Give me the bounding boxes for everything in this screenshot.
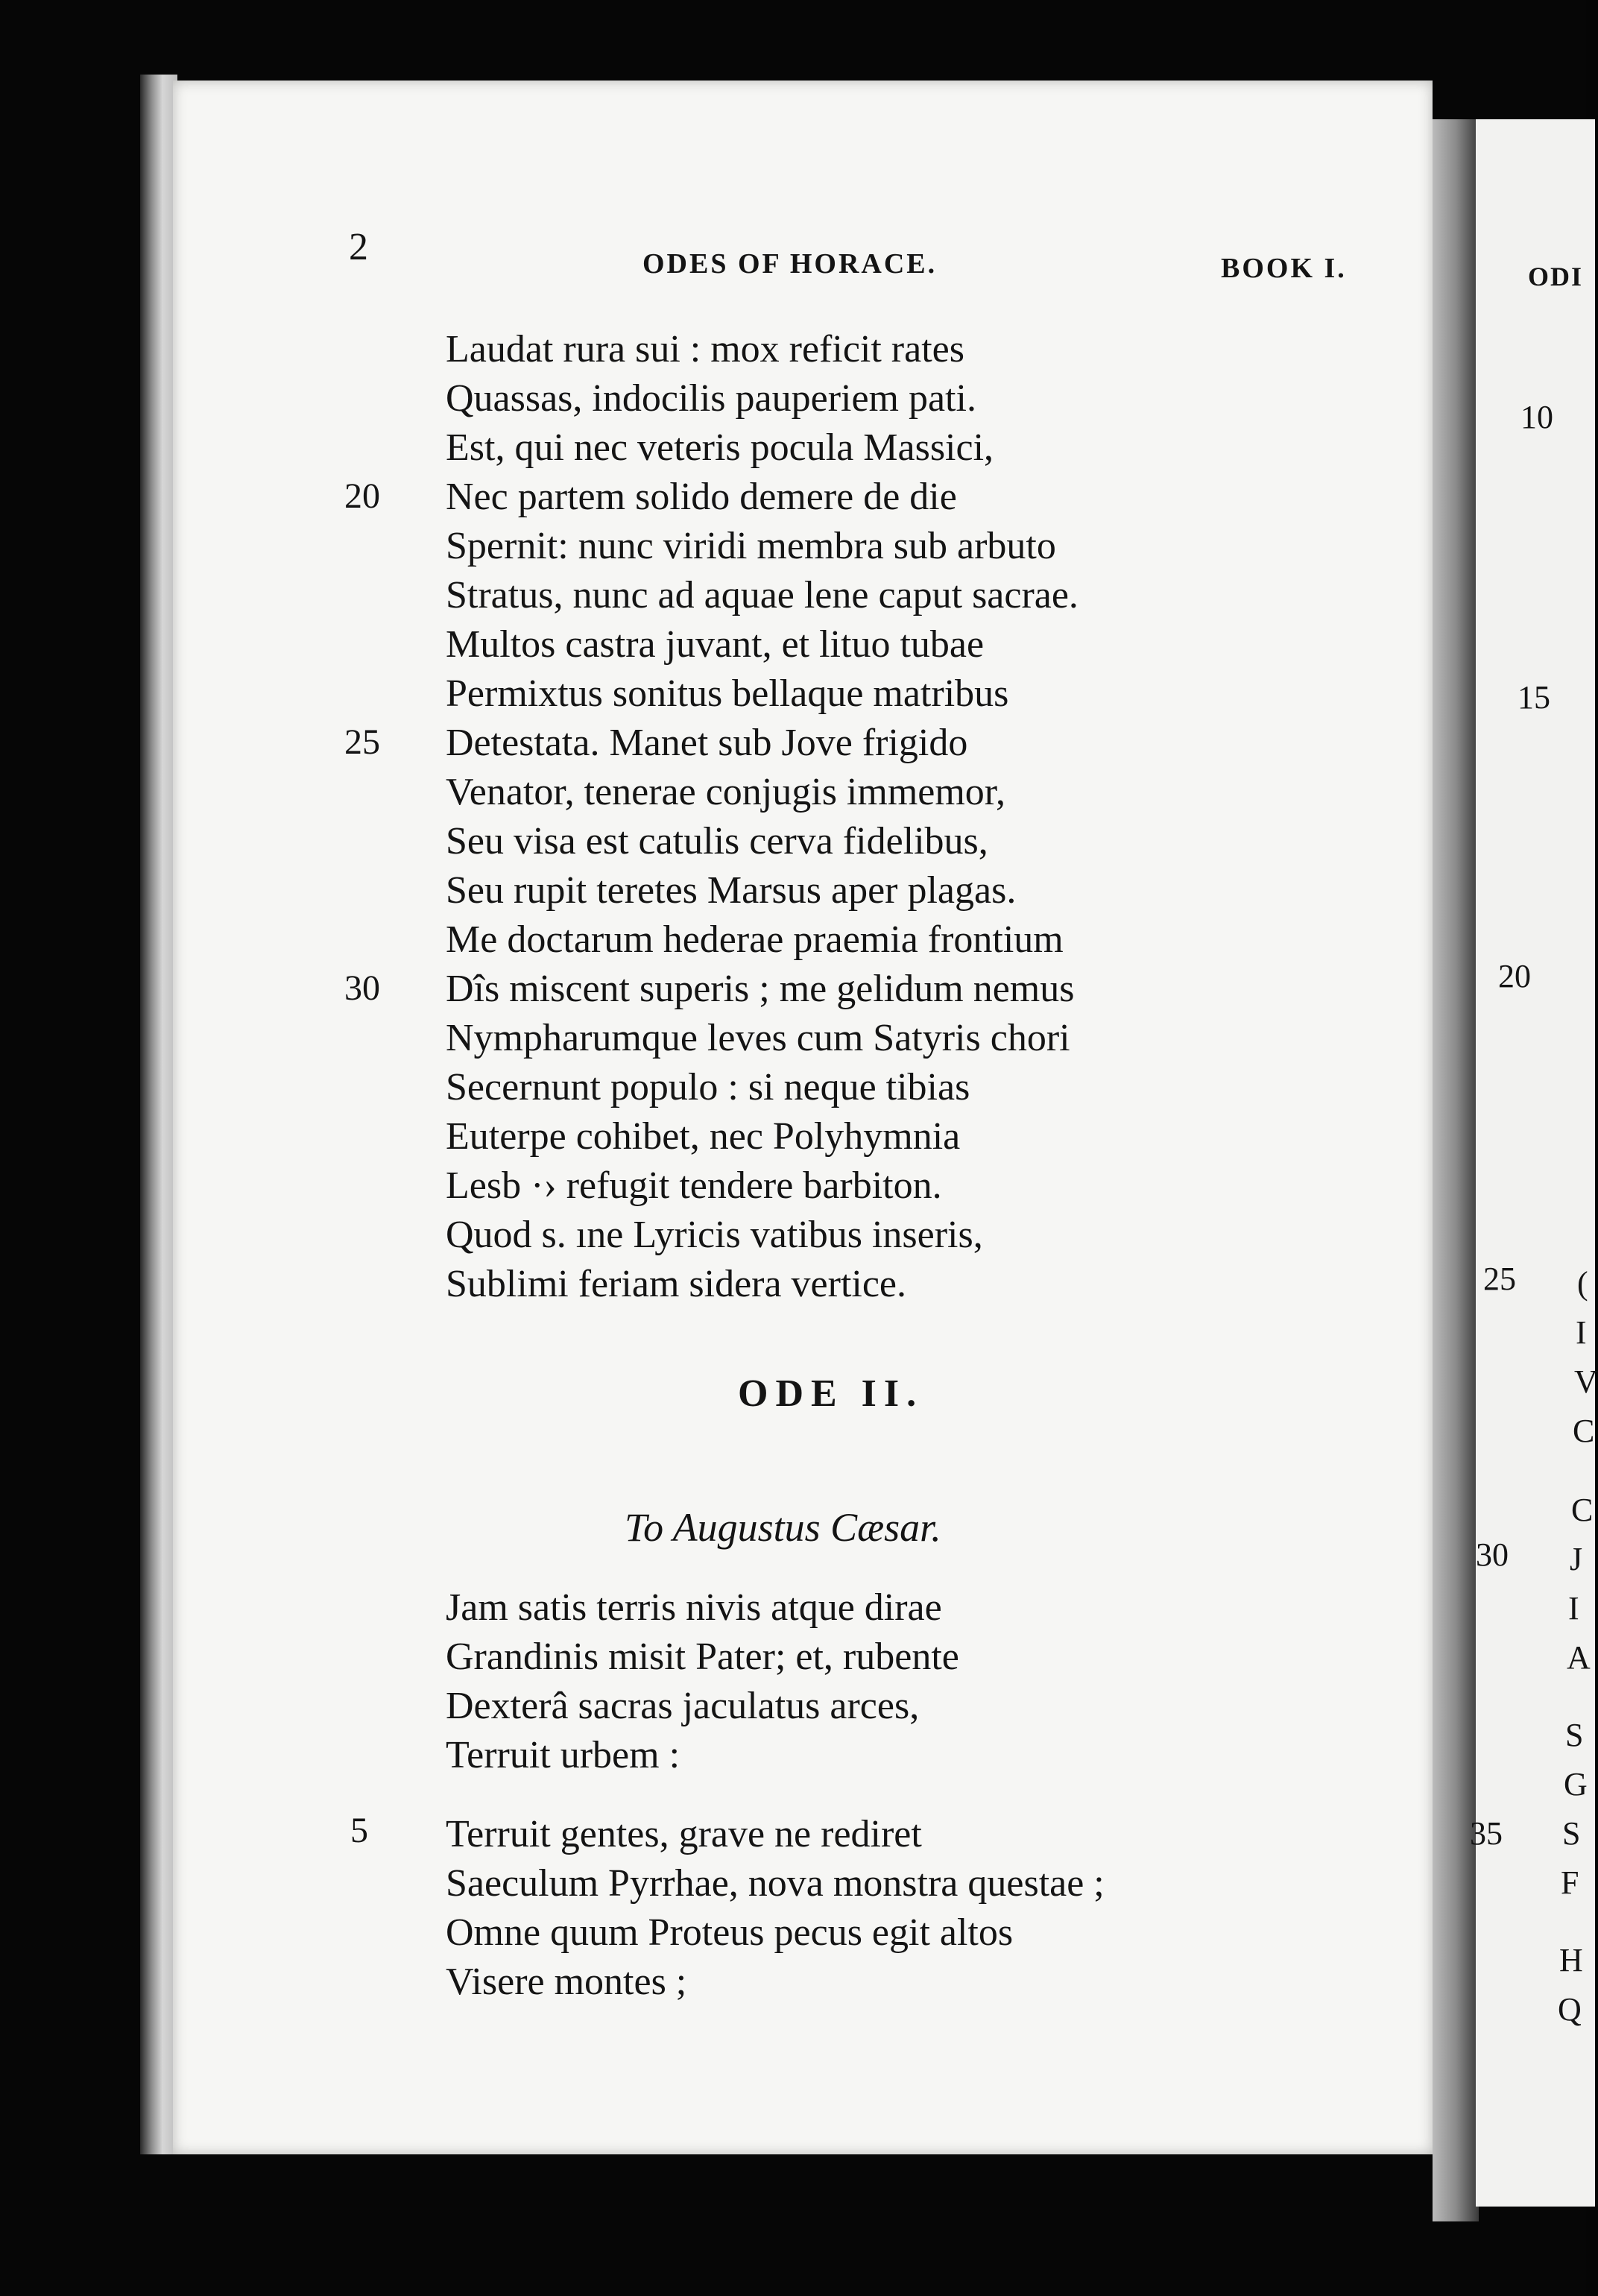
verse-line: Dexterâ sacras jaculatus arces, — [446, 1685, 920, 1727]
right-letter-fragment: F — [1561, 1864, 1579, 1901]
right-letter-fragment: I — [1568, 1590, 1579, 1627]
right-page-header: ODI — [1528, 262, 1584, 291]
verse-line: Laudat rura sui : mox reficit rates — [446, 328, 964, 370]
verse-line: Sublimi feriam sidera vertice. — [446, 1263, 907, 1305]
page-number: 2 — [349, 226, 368, 268]
verse-line: Multos castra juvant, et lituo tubae — [446, 623, 985, 666]
verse-line: Lesb ·› refugit tendere barbiton. — [446, 1164, 942, 1207]
line-number: 30 — [344, 968, 380, 1008]
right-letter-fragment: Q — [1558, 1991, 1582, 2028]
verse-line: Nympharumque leves cum Satyris chori — [446, 1017, 1070, 1059]
right-line-number: 20 — [1498, 958, 1531, 994]
verse-line: Terruit gentes, grave ne rediret — [446, 1813, 922, 1855]
verse-line: Omne quum Proteus pecus egit altos — [446, 1911, 1014, 1954]
verse-line: Est, qui nec veteris pocula Massici, — [446, 426, 994, 469]
page-edge — [140, 75, 177, 2154]
book-label: BOOK I. — [1221, 253, 1347, 284]
right-line-number: 35 — [1470, 1815, 1503, 1852]
verse-line: Grandinis misit Pater; et, rubente — [446, 1636, 959, 1678]
verse-line: Spernit: nunc viridi membra sub arbuto — [446, 525, 1056, 567]
ode-subtitle: To Augustus Cæsar. — [625, 1505, 941, 1550]
verse-line: Terruit urbem : — [446, 1734, 680, 1776]
verse-line: Dîs miscent superis ; me gelidum nemus — [446, 968, 1075, 1010]
verse-line: Seu visa est catulis cerva fidelibus, — [446, 820, 988, 862]
verse-line: Secernunt populo : si neque tibias — [446, 1066, 970, 1108]
verse-line: Saeculum Pyrrhae, nova monstra questae ; — [446, 1862, 1105, 1905]
line-number: 20 — [344, 476, 380, 516]
line-number: 25 — [344, 722, 380, 762]
verse-line: Jam satis terris nivis atque dirae — [446, 1586, 942, 1629]
verse-line: Quod s. ıne Lyricis vatibus inseris, — [446, 1214, 983, 1256]
right-letter-fragment: S — [1562, 1815, 1581, 1852]
right-line-number: 10 — [1520, 399, 1553, 435]
verse-line: Detestata. Manet sub Jove frigido — [446, 722, 968, 764]
right-letter-fragment: V — [1574, 1363, 1598, 1400]
verse-line: Visere montes ; — [446, 1961, 687, 2003]
running-title: ODES OF HORACE. — [642, 248, 938, 280]
verse-line: Euterpe cohibet, nec Polyhymnia — [446, 1115, 961, 1158]
right-letter-fragment: I — [1576, 1314, 1587, 1351]
right-line-number: 30 — [1476, 1536, 1509, 1573]
right-letter-fragment: S — [1565, 1717, 1584, 1753]
ode-heading: ODE II. — [738, 1372, 924, 1415]
right-line-number: 15 — [1518, 679, 1550, 716]
verse-line: Quassas, indocilis pauperiem pati. — [446, 377, 976, 420]
line-number: 5 — [350, 1811, 368, 1850]
verse-line: Venator, tenerae conjugis immemor, — [446, 771, 1006, 813]
right-letter-fragment: C — [1571, 1492, 1594, 1528]
right-letter-fragment: H — [1559, 1942, 1583, 1978]
right-letter-fragment: J — [1570, 1541, 1583, 1577]
verse-line: Permixtus sonitus bellaque matribus — [446, 672, 1009, 715]
right-letter-fragment: A — [1567, 1639, 1591, 1676]
verse-line: Seu rupit teretes Marsus aper plagas. — [446, 869, 1017, 912]
right-line-number: 25 — [1483, 1261, 1516, 1297]
verse-line: Nec partem solido demere de die — [446, 476, 957, 518]
verse-line: Me doctarum hederae praemia frontium — [446, 918, 1064, 961]
right-letter-fragment: G — [1564, 1766, 1588, 1803]
verse-line: Stratus, nunc ad aquae lene caput sacrae. — [446, 574, 1079, 616]
right-letter-fragment: ( — [1577, 1265, 1588, 1302]
right-letter-fragment: C — [1573, 1413, 1595, 1449]
gutter — [1433, 119, 1479, 2221]
